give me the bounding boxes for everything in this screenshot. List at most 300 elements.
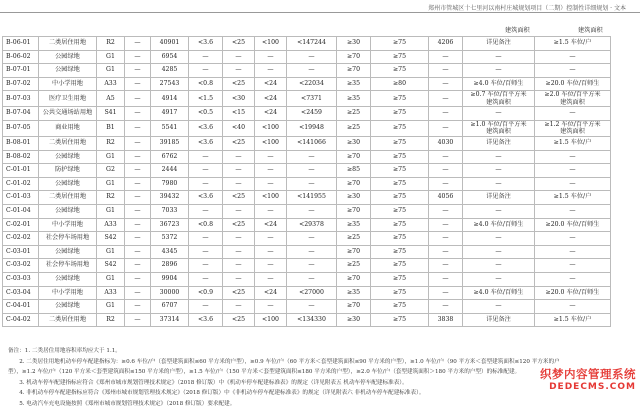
table-cell: <25 — [223, 136, 255, 150]
table-cell: — — [255, 50, 287, 64]
table-cell: 39432 — [151, 191, 189, 205]
table-cell: <3.6 — [189, 191, 223, 205]
table-row — [3, 50, 611, 64]
table-cell: — — [125, 272, 151, 286]
table-cell: <24 — [255, 107, 287, 121]
table-row — [3, 107, 611, 121]
table-cell: ≥25 — [337, 120, 371, 136]
table-cell: 2896 — [151, 259, 189, 273]
table-cell: G2 — [97, 164, 125, 178]
table-cell: ≥75 — [371, 136, 429, 150]
table-cell: ≥70 — [337, 272, 371, 286]
table-cell: <27000 — [287, 286, 337, 300]
table-cell: 36723 — [151, 218, 189, 232]
table-cell: A33 — [97, 77, 125, 91]
table-cell: ≥75 — [371, 259, 429, 273]
table-cell: R2 — [97, 191, 125, 205]
table-cell: ≥70 — [337, 204, 371, 218]
table-cell: ≥75 — [371, 286, 429, 300]
table-cell: <25 — [223, 218, 255, 232]
table-cell: ≥70 — [337, 64, 371, 78]
table-row — [3, 245, 611, 259]
table-cell: <22034 — [287, 77, 337, 91]
table-cell: — — [535, 232, 611, 246]
table-cell: — — [429, 77, 463, 91]
table-cell: ≥75 — [371, 232, 429, 246]
note-line: 备注：1. 二类居住用地容积率均应大于 1.1。 — [8, 346, 628, 357]
table-cell: G1 — [97, 300, 125, 314]
table-cell: — — [287, 164, 337, 178]
table-cell: — — [463, 272, 535, 286]
table-cell: — — [463, 107, 535, 121]
table-row — [3, 204, 611, 218]
table-cell: <0.8 — [189, 218, 223, 232]
table-cell: — — [463, 64, 535, 78]
table-cell: — — [429, 177, 463, 191]
table-cell: 公园绿地 — [39, 245, 97, 259]
table-cell: <147244 — [287, 37, 337, 51]
table-cell: — — [125, 204, 151, 218]
table-cell: — — [287, 204, 337, 218]
table-cell: C-01-01 — [3, 164, 39, 178]
table-cell: 公园绿地 — [39, 150, 97, 164]
table-cell: — — [125, 37, 151, 51]
table-cell: <134330 — [287, 313, 337, 327]
note-line: 3. 机动车停车配建指标应符合《郑州市城市规划管理技术规定》（2018 修订版）中《机动车停车配建标准表》的规定（详见附表五 机动车停车配建标准表）。 — [8, 378, 628, 389]
table-cell: <3.6 — [189, 37, 223, 51]
table-cell: — — [189, 300, 223, 314]
table-row — [3, 286, 611, 300]
table-cell: — — [463, 177, 535, 191]
table-cell: — — [125, 232, 151, 246]
table-cell: 二类居住用地 — [39, 136, 97, 150]
table-cell: — — [189, 204, 223, 218]
table-cell: ≥1.5 车位/户 — [535, 191, 611, 205]
table-cell: — — [255, 232, 287, 246]
table-cell: — — [287, 232, 337, 246]
table-cell: — — [535, 272, 611, 286]
table-cell: ≥1.0 车位/百平方米 建筑面积 — [463, 120, 535, 136]
table-cell: ≥4.0 车位/百师生 — [463, 218, 535, 232]
table-cell: ≥75 — [371, 164, 429, 178]
table-cell: 医疗卫生用地 — [39, 91, 97, 107]
table-cell: 公园绿地 — [39, 50, 97, 64]
table-cell: — — [429, 218, 463, 232]
table-cell: ≥75 — [371, 300, 429, 314]
table-cell: 商业用地 — [39, 120, 97, 136]
table-cell: ≥1.5 车位/户 — [535, 313, 611, 327]
table-cell: — — [535, 107, 611, 121]
table-cell: ≥70 — [337, 150, 371, 164]
table-cell: R2 — [97, 136, 125, 150]
table-cell: ≥35 — [337, 218, 371, 232]
table-cell: — — [223, 150, 255, 164]
table-cell: — — [125, 107, 151, 121]
table-cell: 公园绿地 — [39, 300, 97, 314]
table-cell: — — [463, 204, 535, 218]
table-row — [3, 150, 611, 164]
table-cell: — — [535, 50, 611, 64]
table-cell: — — [189, 232, 223, 246]
table-cell: — — [125, 77, 151, 91]
table-cell: <15 — [223, 107, 255, 121]
table-cell: — — [429, 272, 463, 286]
table-cell: — — [429, 300, 463, 314]
table-cell: 27543 — [151, 77, 189, 91]
table-cell: ≥1.2 车位/百平方米 建筑面积 — [535, 120, 611, 136]
table-cell: C-04-01 — [3, 300, 39, 314]
table-cell: — — [429, 164, 463, 178]
table-cell: 中小学用地 — [39, 286, 97, 300]
table-cell: ≥30 — [337, 136, 371, 150]
watermark-line2: DEDECMS.COM — [540, 382, 636, 392]
table-cell: — — [535, 245, 611, 259]
table-cell: — — [255, 164, 287, 178]
table-cell: ≥75 — [371, 91, 429, 107]
table-cell: G1 — [97, 177, 125, 191]
table-cell: 5372 — [151, 232, 189, 246]
table-cell: C-02-01 — [3, 218, 39, 232]
table-cell: <29378 — [287, 218, 337, 232]
table-cell: 4030 — [429, 136, 463, 150]
table-cell: 社会停车场用地 — [39, 259, 97, 273]
table-cell: ≥75 — [371, 191, 429, 205]
table-row — [3, 300, 611, 314]
watermark-logo — [540, 366, 636, 392]
table-cell: A5 — [97, 91, 125, 107]
table-cell: — — [255, 272, 287, 286]
table-cell: — — [189, 259, 223, 273]
table-cell: ≥35 — [337, 77, 371, 91]
table-cell: 公园绿地 — [39, 177, 97, 191]
table-cell: B-07-01 — [3, 64, 39, 78]
table-cell: 4914 — [151, 91, 189, 107]
table-cell: C-01-03 — [3, 191, 39, 205]
table-cell: <100 — [255, 37, 287, 51]
table-cell: — — [189, 64, 223, 78]
table-cell: C-01-02 — [3, 177, 39, 191]
table-cell: — — [255, 177, 287, 191]
table-cell: — — [255, 150, 287, 164]
table-cell: G1 — [97, 245, 125, 259]
table-cell: — — [429, 64, 463, 78]
table-cell: C-03-01 — [3, 245, 39, 259]
table-cell: — — [535, 300, 611, 314]
table-cell: ≥75 — [371, 64, 429, 78]
table-cell: <1.5 — [189, 91, 223, 107]
table-cell: <141955 — [287, 191, 337, 205]
table-cell: 详见备注 — [463, 37, 535, 51]
table-cell: — — [223, 232, 255, 246]
table-cell: ≥75 — [371, 272, 429, 286]
table-cell: — — [287, 259, 337, 273]
table-cell: B-06-02 — [3, 50, 39, 64]
table-row — [3, 232, 611, 246]
table-cell: <24 — [255, 286, 287, 300]
table-cell: <3.6 — [189, 120, 223, 136]
table-cell: — — [189, 150, 223, 164]
table-cell: ≥25 — [337, 259, 371, 273]
table-cell: — — [463, 245, 535, 259]
table-cell: — — [463, 150, 535, 164]
table-cell: 详见备注 — [463, 136, 535, 150]
table-cell: — — [535, 64, 611, 78]
table-row — [3, 120, 611, 136]
table-cell: <24 — [255, 77, 287, 91]
table-cell: — — [535, 259, 611, 273]
table-cell: — — [255, 64, 287, 78]
table-cell: <25 — [223, 77, 255, 91]
table-cell: B1 — [97, 120, 125, 136]
table-cell: — — [223, 164, 255, 178]
table-cell: — — [125, 164, 151, 178]
table-cell: 详见备注 — [463, 191, 535, 205]
table-cell: — — [287, 64, 337, 78]
table-cell: ≥25 — [337, 107, 371, 121]
table-cell: ≥4.0 车位/百师生 — [463, 286, 535, 300]
table-cell: <25 — [223, 286, 255, 300]
table-cell: S42 — [97, 232, 125, 246]
table-cell: A33 — [97, 286, 125, 300]
table-cell: <19948 — [287, 120, 337, 136]
table-cell: — — [125, 286, 151, 300]
table-cell: ≥75 — [371, 177, 429, 191]
note-line: 型），≥1.2 车位/户（120 平方米＜套型建筑面积≤150 平方米的户型），≥1.5 车位/户（150 平方米＜套型建筑面积≤180 平方米的户型），≥2.0 车位/户（套型建筑面积＞180 平方米的户型）的标准配建。 — [8, 367, 628, 378]
table-cell: R2 — [97, 313, 125, 327]
table-cell: G1 — [97, 64, 125, 78]
table-cell: ≥75 — [371, 313, 429, 327]
table-cell: C-01-04 — [3, 204, 39, 218]
table-cell: — — [463, 300, 535, 314]
table-cell: C-03-03 — [3, 272, 39, 286]
table-cell: <141066 — [287, 136, 337, 150]
table-cell: <24 — [255, 91, 287, 107]
table-cell: ≥4.0 车位/百师生 — [463, 77, 535, 91]
table-cell: — — [189, 50, 223, 64]
header-rule — [0, 12, 640, 13]
table-cell: ≥35 — [337, 91, 371, 107]
table-cell: <25 — [223, 37, 255, 51]
table-cell: ≥75 — [371, 50, 429, 64]
land-use-table — [2, 36, 611, 327]
table-cell: — — [429, 204, 463, 218]
table-cell: <2459 — [287, 107, 337, 121]
table-row — [3, 259, 611, 273]
table-cell: ≥75 — [371, 107, 429, 121]
table-row — [3, 218, 611, 232]
table-cell: ≥75 — [371, 120, 429, 136]
table-row — [3, 77, 611, 91]
table-cell: <0.9 — [189, 286, 223, 300]
table-cell: ≥75 — [371, 204, 429, 218]
table-cell: — — [255, 259, 287, 273]
table-cell: 公园绿地 — [39, 272, 97, 286]
table-cell: — — [429, 91, 463, 107]
table-row — [3, 64, 611, 78]
table-cell: ≥70 — [337, 50, 371, 64]
table-cell: 4206 — [429, 37, 463, 51]
table-cell: 防护绿地 — [39, 164, 97, 178]
table-cell: — — [535, 164, 611, 178]
table-cell: — — [223, 177, 255, 191]
table-cell: 3838 — [429, 313, 463, 327]
table-cell: <30 — [223, 91, 255, 107]
table-cell: — — [287, 272, 337, 286]
table-cell: — — [125, 64, 151, 78]
table-cell: — — [463, 232, 535, 246]
table-cell: — — [255, 300, 287, 314]
note-line: 4. 非机动车停车配建指标应符合《郑州市城市规划管理技术规定》（2018 修订版）中《非机动车停车配建标准表》的规定（详见附表六 非机动车停车配建标准表）。 — [8, 388, 628, 399]
table-cell: B-07-02 — [3, 77, 39, 91]
table-cell: 9904 — [151, 272, 189, 286]
table-row — [3, 272, 611, 286]
table-cell: <3.6 — [189, 313, 223, 327]
table-cell: — — [125, 313, 151, 327]
table-cell: ≥75 — [371, 150, 429, 164]
table-cell: 4285 — [151, 64, 189, 78]
table-cell: B-07-05 — [3, 120, 39, 136]
table-row — [3, 164, 611, 178]
top-label-right: 建筑面积 — [578, 25, 603, 34]
table-cell: ≥20.0 车位/百师生 — [535, 218, 611, 232]
table-cell: B-07-04 — [3, 107, 39, 121]
table-cell: 4345 — [151, 245, 189, 259]
table-cell: 39185 — [151, 136, 189, 150]
table-cell: ≥2.0 车位/百平方米 建筑面积 — [535, 91, 611, 107]
note-line: 2. 二类居住用地机动车停车配建指标为：≥0.6 车位/户（套型建筑面积≤60 平方米的户型），≥0.9 车位/户（60 平方米＜套型建筑面积≤90 平方米的户型），≥1.0 车位/户（90 平方米＜套型建筑面积≤120 平方米的户 — [8, 357, 628, 368]
table-cell: 6707 — [151, 300, 189, 314]
table-cell: B-07-03 — [3, 91, 39, 107]
table-cell: — — [535, 177, 611, 191]
table-cell: ≥75 — [371, 245, 429, 259]
table-cell: — — [429, 259, 463, 273]
table-cell: — — [125, 120, 151, 136]
table-cell: G1 — [97, 150, 125, 164]
table-cell: — — [535, 204, 611, 218]
table-cell: — — [125, 150, 151, 164]
table-cell: — — [189, 164, 223, 178]
table-cell: ≥1.5 车位/户 — [535, 37, 611, 51]
table-row — [3, 136, 611, 150]
table-cell: — — [189, 177, 223, 191]
table-row — [3, 177, 611, 191]
table-cell: ≥1.5 车位/户 — [535, 136, 611, 150]
table-cell: <25 — [223, 191, 255, 205]
table-cell: B-08-01 — [3, 136, 39, 150]
table-cell: S41 — [97, 107, 125, 121]
table-cell: — — [125, 218, 151, 232]
table-cell: B-08-02 — [3, 150, 39, 164]
table-cell: 7980 — [151, 177, 189, 191]
table-cell: <25 — [223, 313, 255, 327]
table-cell: — — [223, 204, 255, 218]
note-line: 5. 电动汽车充电设施按照《郑州市城市规划管理技术规定》（2018 修订版）要求配建。 — [8, 399, 628, 409]
table-cell: 6762 — [151, 150, 189, 164]
table-cell: 详见备注 — [463, 313, 535, 327]
table-cell: — — [223, 64, 255, 78]
table-cell: 中小学用地 — [39, 77, 97, 91]
table-body — [3, 37, 611, 327]
table-cell: 30000 — [151, 286, 189, 300]
table-cell: G1 — [97, 50, 125, 64]
table-cell: — — [125, 177, 151, 191]
table-row — [3, 37, 611, 51]
table-cell: <100 — [255, 136, 287, 150]
table-cell: — — [535, 150, 611, 164]
table-cell: 37314 — [151, 313, 189, 327]
table-cell: — — [223, 300, 255, 314]
table-cell: ≥85 — [337, 164, 371, 178]
table-cell: — — [125, 259, 151, 273]
table-cell: 6954 — [151, 50, 189, 64]
table-cell: <100 — [255, 191, 287, 205]
top-label-left: 建筑面积 — [505, 25, 530, 34]
table-cell: ≥20.0 车位/百师生 — [535, 77, 611, 91]
table-cell: — — [463, 259, 535, 273]
table-cell: ≥80 — [371, 77, 429, 91]
table-cell: <0.8 — [189, 77, 223, 91]
table-cell: — — [287, 177, 337, 191]
table-cell: <100 — [255, 313, 287, 327]
table-cell: ≥30 — [337, 191, 371, 205]
table-cell: ≥75 — [371, 37, 429, 51]
table-cell: — — [429, 107, 463, 121]
table-cell: C-03-02 — [3, 259, 39, 273]
table-cell: 公园绿地 — [39, 64, 97, 78]
table-cell: — — [463, 164, 535, 178]
table-cell: — — [189, 272, 223, 286]
table-cell: C-02-02 — [3, 232, 39, 246]
table-cell: 7033 — [151, 204, 189, 218]
table-cell: B-06-01 — [3, 37, 39, 51]
table-cell: 公共交通场站用地 — [39, 107, 97, 121]
table-cell: — — [255, 245, 287, 259]
table-cell: 4056 — [429, 191, 463, 205]
table-cell: — — [287, 300, 337, 314]
table-cell: ≥25 — [337, 232, 371, 246]
table-cell: ≥30 — [337, 37, 371, 51]
notes-section — [8, 346, 628, 409]
table-cell: — — [125, 245, 151, 259]
table-cell: — — [429, 120, 463, 136]
table-cell: — — [463, 50, 535, 64]
table-cell: C-03-04 — [3, 286, 39, 300]
table-cell: ≥75 — [371, 218, 429, 232]
table-cell: ≥70 — [337, 300, 371, 314]
table-cell: — — [429, 245, 463, 259]
table-cell: — — [287, 245, 337, 259]
table-cell: 40901 — [151, 37, 189, 51]
table-row — [3, 313, 611, 327]
table-cell: — — [223, 245, 255, 259]
table-cell: 4917 — [151, 107, 189, 121]
table-cell: — — [125, 91, 151, 107]
table-cell: — — [125, 300, 151, 314]
table-cell: — — [223, 272, 255, 286]
table-cell: 二类居住用地 — [39, 313, 97, 327]
table-cell: ≥0.7 车位/百平方米 建筑面积 — [463, 91, 535, 107]
table-cell: — — [429, 50, 463, 64]
table-cell: — — [189, 245, 223, 259]
table-cell: G1 — [97, 204, 125, 218]
document-header: 郑州市管城区十七里河以南村庄城规划项目（二期）控制性详细规划 · 文本 — [428, 3, 626, 12]
table-row — [3, 91, 611, 107]
table-cell: ≥35 — [337, 286, 371, 300]
table-cell: — — [223, 50, 255, 64]
watermark-line1: 织梦内容管理系统 — [540, 366, 636, 382]
table-cell: — — [125, 191, 151, 205]
table-cell: ≥70 — [337, 177, 371, 191]
